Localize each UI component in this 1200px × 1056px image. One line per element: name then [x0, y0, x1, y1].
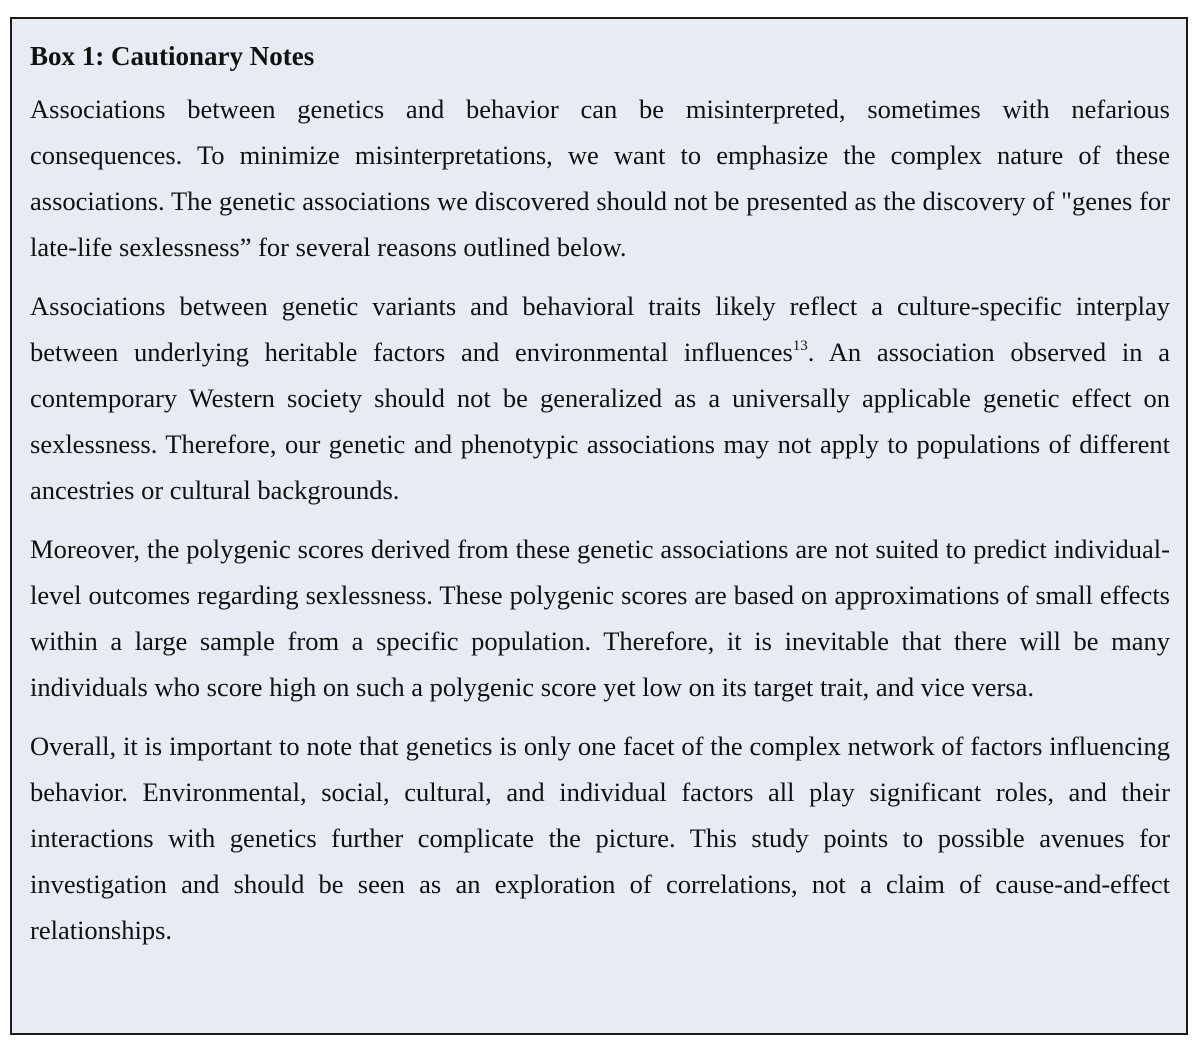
paragraph-text-after-ref: . An association observed in a contemporary Western society should not be generalized as a universally applicable genetic effect on sexlessness. Therefore, our genetic and phenotypic associations may not apply to populations of different ancestries or cultural backgrounds. [30, 337, 1170, 505]
paragraph-overall: Overall, it is important to note that genetics is only one facet of the complex network of factors influencing behavior. Environmental, social, cultural, and individual factors all play significant roles, and their interactions with genetics further complicate the picture. This study points to possible avenues for investigation and should be seen as an exploration of correlations, not a claim of cause-and-effect relationships. [30, 731, 1170, 945]
cautionary-notes-box [10, 17, 1188, 1035]
paragraph-text-before-ref: Associations between genetic variants and behavioral traits likely reflect a culture-specific interplay between underlying heritable factors and environmental influences [30, 291, 1170, 367]
paragraph-culture-specific [30, 283, 1170, 513]
box-title: Box 1: Cautionary Notes [30, 41, 315, 71]
reference-superscript: 13 [792, 338, 808, 355]
paragraph-polygenic-scores: Moreover, the polygenic scores derived from these genetic associations are not suited to predict individual-level outcomes regarding sexlessness. These polygenic scores are based on approximations of small effects within a large sample from a specific population. Therefore, it is inevitable that there will be many individuals who score high on such a polygenic score yet low on its target trait, and vice versa. [30, 534, 1170, 702]
paragraph-misinterpretation: Associations between genetics and behavior can be misinterpreted, sometimes with nefarious consequences. To minimize misinterpretations, we want to emphasize the complex nature of these associations. The genetic associations we discovered should not be presented as the discovery of "genes for late-life sexlessness” for several reasons outlined below. [30, 94, 1170, 262]
